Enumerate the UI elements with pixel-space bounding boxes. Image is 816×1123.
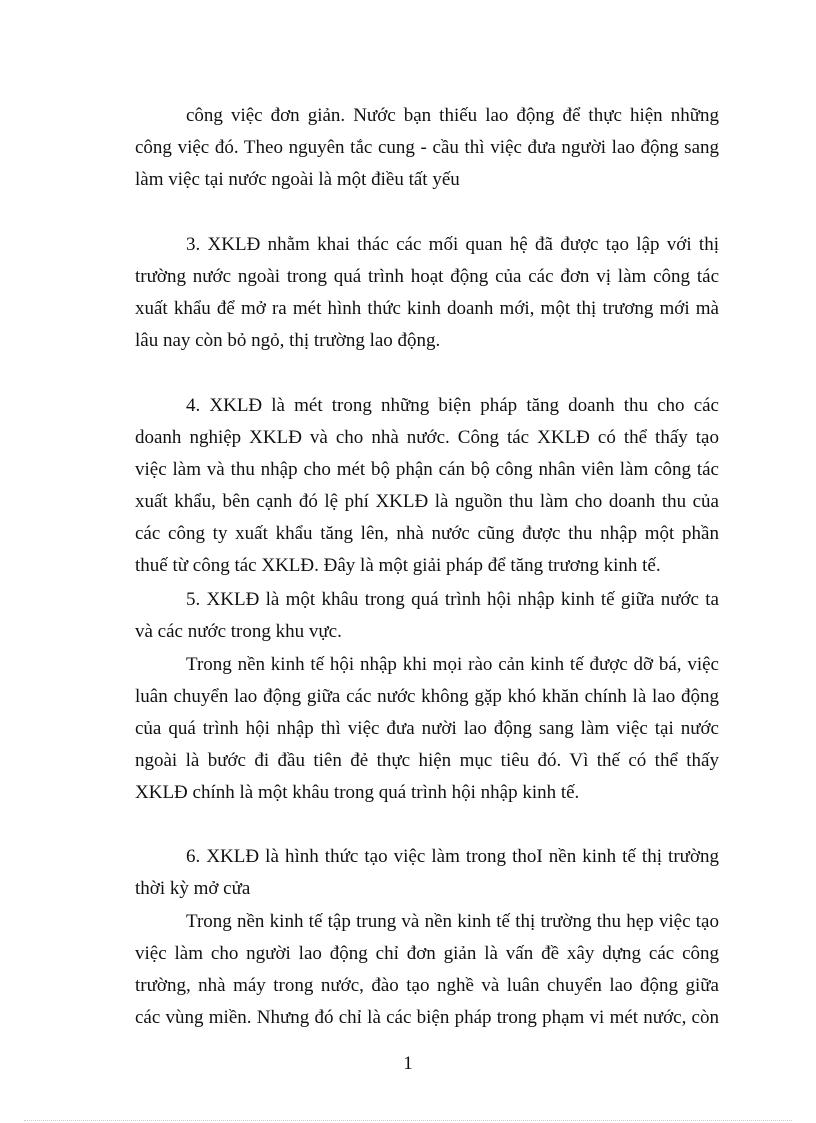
- text-line: công việc đó. Theo nguyên tắc cung - cầu thì việc đưa người lao động sang: [135, 137, 719, 158]
- page-bottom-divider: [24, 1120, 792, 1121]
- text-line: các vùng miền. Nhưng đó chỉ là các biện pháp trong phạm vi mét nước, còn: [135, 1007, 719, 1028]
- text-line: thời kỳ mở cửa: [135, 878, 251, 899]
- text-line: ngoài là bước đi đầu tiên đẻ thực hiện mục tiêu đó. Vì thế có thể thấy: [135, 750, 719, 771]
- text-line: việc làm cho người lao động chỉ đơn giản là vấn đề xây dựng các công: [135, 943, 719, 964]
- paragraph-point-4: [135, 390, 719, 582]
- text-line: và các nước trong khu vực.: [135, 621, 342, 642]
- text-line: Trong nền kinh tế hội nhập khi mọi rào cản kinh tế được dỡ bá, việc: [186, 654, 719, 675]
- text-line: xuất khẩu, bên cạnh đó lệ phí XKLĐ là nguồn thu làm cho doanh thu của: [135, 491, 719, 512]
- paragraph-point-5-detail: [135, 649, 719, 809]
- text-line: 6. XKLĐ là hình thức tạo việc làm trong thoI nền kinh tế thị trường: [186, 846, 719, 867]
- text-line: lâu nay còn bỏ ngỏ, thị trường lao động.: [135, 330, 441, 351]
- text-line: XKLĐ chính là một khâu trong quá trình hội nhập kinh tế.: [135, 782, 580, 803]
- paragraph-point-6-detail: [135, 906, 719, 1034]
- text-line: xuất khẩu để mở ra mét hình thức kinh doanh mới, một thị trương mới mà: [135, 298, 719, 319]
- text-line: làm việc tại nước ngoài là một điều tất yếu: [135, 169, 460, 190]
- paragraph-point-5: [135, 584, 719, 648]
- text-line: luân chuyển lao động giữa các nước không gặp khó khăn chính là lao động: [135, 686, 719, 707]
- text-line: 4. XKLĐ là mét trong những biện pháp tăng doanh thu cho các: [186, 395, 719, 416]
- text-line: doanh nghiệp XKLĐ và cho nhà nước. Công tác XKLĐ có thể thấy tạo: [135, 427, 719, 448]
- paragraph-point-6: [135, 841, 719, 905]
- text-line: công việc đơn giản. Nước bạn thiếu lao động để thực hiện những: [186, 105, 719, 126]
- text-line: của quá trình hội nhập thì việc đưa nười lao động sang làm việc tại nước: [135, 718, 719, 739]
- text-line: Trong nền kinh tế tập trung và nền kinh tế thị trường thu hẹp việc tạo: [186, 911, 719, 932]
- text-line: việc làm và thu nhập cho mét bộ phận cán bộ công nhân viên làm công tác: [135, 459, 719, 480]
- text-line: trường, nhà máy trong nước, đào tạo nghề và luân chuyển lao động giữa: [135, 975, 719, 996]
- paragraph-intro-continuation: [135, 100, 719, 196]
- paragraph-point-3: [135, 229, 719, 357]
- text-line: các công ty xuất khẩu tăng lên, nhà nước cũng được thu nhập một phần: [135, 523, 719, 544]
- text-line: trường nước ngoài trong quá trình hoạt động của các đơn vị làm công tác: [135, 266, 719, 287]
- page-number: 1: [403, 1053, 413, 1074]
- text-line: 5. XKLĐ là một khâu trong quá trình hội nhập kinh tế giữa nước ta: [186, 589, 719, 610]
- text-line: 3. XKLĐ nhằm khai thác các mối quan hệ đã được tạo lập với thị: [186, 234, 719, 255]
- text-line: thuế từ công tác XKLĐ. Đây là một giải pháp để tăng trương kinh tế.: [135, 555, 661, 576]
